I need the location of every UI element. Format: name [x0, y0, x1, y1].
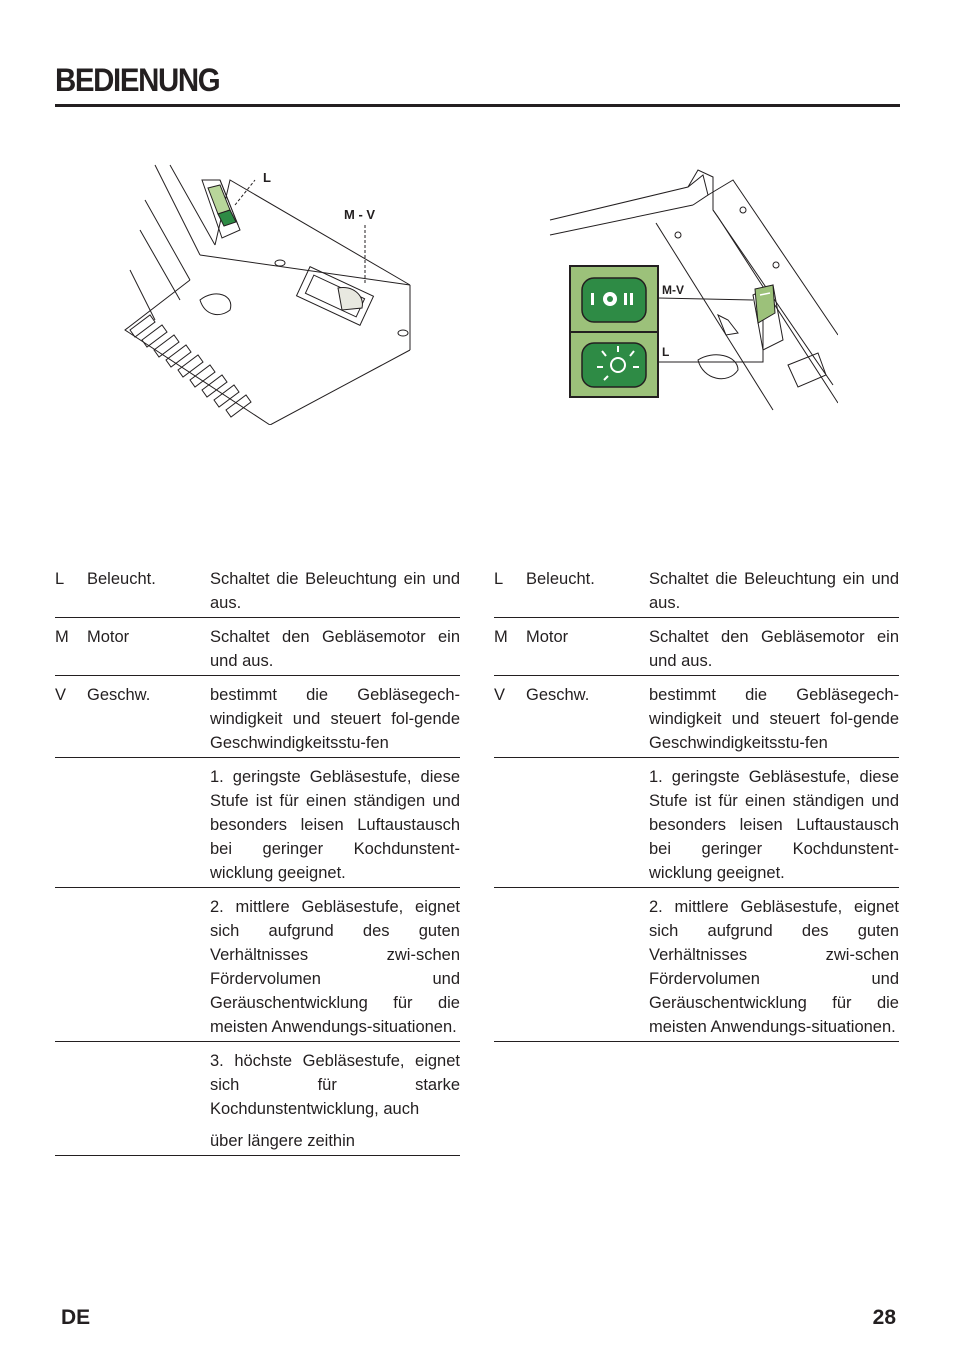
row-key	[494, 765, 526, 885]
row-name: Motor	[526, 628, 569, 646]
table-row	[494, 618, 899, 676]
table-row	[55, 676, 460, 758]
label-l: L	[263, 170, 271, 185]
table-row	[494, 888, 899, 1042]
row-key	[55, 1049, 87, 1153]
row-key	[494, 895, 526, 1039]
title-divider	[55, 104, 900, 107]
row-description	[210, 1049, 460, 1153]
row-name	[526, 895, 649, 1039]
row-description: 1. geringste Gebläsestufe, diese Stufe ist für einen ständigen und besonders leisen Luftaustausch bei geringer Kochdunstent-wicklung geeignet.	[649, 768, 899, 882]
table-row	[55, 888, 460, 1042]
row-name: Beleucht.	[526, 570, 595, 588]
row-description: Schaltet die Beleuchtung ein und aus.	[649, 570, 899, 612]
row-description: 2. mittlere Gebläsestufe, eignet sich aufgrund des guten Verhältnisses zwi-schen Fördervolumen und Geräuschentwicklung für die meisten Anwendungs-situationen.	[210, 898, 460, 1036]
row-key: V	[55, 686, 67, 704]
row-key	[55, 765, 87, 885]
row-name: Beleucht.	[87, 570, 156, 588]
row-name: Motor	[87, 628, 130, 646]
footer-page-number: 28	[872, 1306, 896, 1329]
table-row	[55, 618, 460, 676]
row-name	[87, 765, 210, 885]
page-title: BEDIENUNG	[55, 62, 220, 98]
hood-switch-illustration-left	[120, 160, 420, 425]
row-name	[87, 1049, 210, 1153]
row-description: 2. mittlere Gebläsestufe, eignet sich aufgrund des guten Verhältnisses zwi-schen Fördervolumen und Geräuschentwicklung für die meisten Anwendungs-situationen.	[649, 898, 899, 1036]
table-row	[55, 1042, 460, 1156]
row-key: M	[55, 628, 69, 646]
row-description: bestimmt die Gebläsegech-windigkeit und steuert fol-gende Geschwindigkeitsstu-fen	[210, 686, 460, 752]
controls-table-right	[494, 565, 899, 1042]
row-key: L	[494, 570, 504, 588]
label-mv: M-V	[662, 283, 684, 297]
table-row	[55, 565, 460, 618]
control-panel	[569, 265, 659, 398]
label-mv: M - V	[344, 207, 376, 222]
row-description: Schaltet den Gebläsemotor ein und aus.	[210, 628, 460, 670]
row-description: Schaltet die Beleuchtung ein und aus.	[210, 570, 460, 612]
row-name	[526, 765, 649, 885]
row-name: Geschw.	[87, 686, 151, 704]
row-name	[87, 895, 210, 1039]
table-row	[494, 676, 899, 758]
table-row	[55, 758, 460, 888]
hood-switch-illustration-right	[548, 165, 838, 415]
controls-table-left	[55, 565, 460, 1156]
row-key: V	[494, 686, 506, 704]
row-key: L	[55, 570, 65, 588]
row-description-text: 3. höchste Gebläsestufe, eignet sich für starke Kochdunstentwicklung, auch	[210, 1052, 460, 1118]
row-description: 1. geringste Gebläsestufe, diese Stufe ist für einen ständigen und besonders leisen Luftaustausch bei geringer Kochdunstent-wicklung geeignet.	[210, 768, 460, 882]
row-key: M	[494, 628, 508, 646]
table-row	[494, 565, 899, 618]
row-description: Schaltet den Gebläsemotor ein und aus.	[649, 628, 899, 670]
footer-language: DE	[61, 1306, 91, 1329]
table-row	[494, 758, 899, 888]
row-description: bestimmt die Gebläsegech-windigkeit und steuert fol-gende Geschwindigkeitsstu-fen	[649, 686, 899, 752]
row-description-continuation: über längere zeithin	[210, 1132, 355, 1150]
row-name: Geschw.	[526, 686, 590, 704]
row-key	[55, 895, 87, 1039]
label-l: L	[662, 345, 670, 359]
